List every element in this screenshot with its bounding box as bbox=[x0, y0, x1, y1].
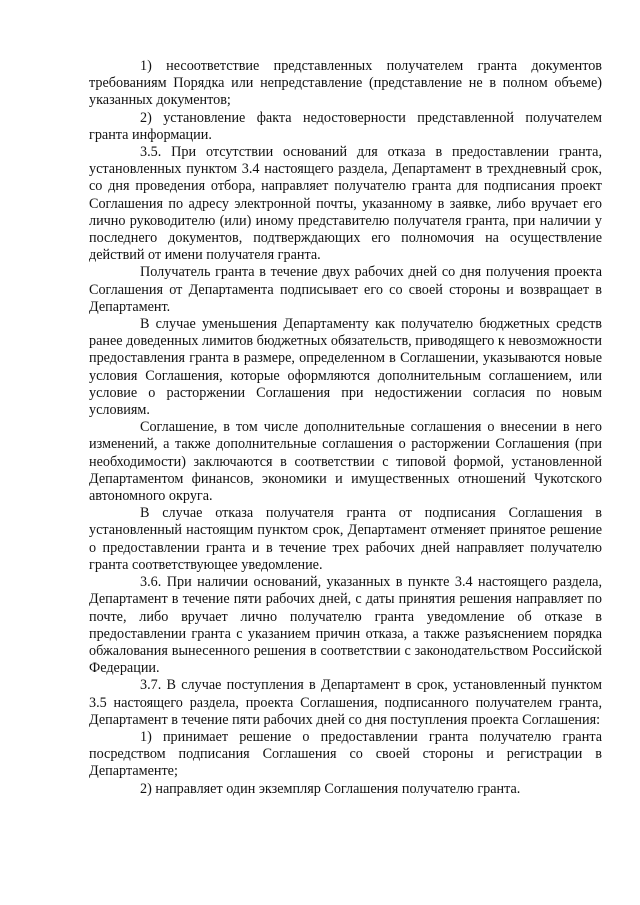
paragraph-refusal-to-sign: В случае отказа получателя гранта от подписания Соглашения в установленный настоящим пунктом срок, Департамент отменяет принятое решение о предоставлении гранта и в течение трех рабочих дней направляет получателю гранта соответствующее уведомление. bbox=[89, 505, 602, 573]
document-page bbox=[89, 58, 602, 798]
paragraph-3-7-item-2: 2) направляет один экземпляр Соглашения получателю гранта. bbox=[140, 780, 521, 797]
paragraph-criterion-2: 2) установление факта недостоверности представленной получателем гранта информации. bbox=[89, 109, 602, 143]
paragraph-3-7-item-1: 1) принимает решение о предоставлении гранта получателю гранта посредством подписания Соглашения со своей стороны и регистрации в Департаменте; bbox=[89, 728, 602, 780]
paragraph-grant-recipient-signing: Получатель гранта в течение двух рабочих дней со дня получения проекта Соглашения от Департамента подписывает его со своей стороны и возвращает в Департамент. bbox=[89, 264, 602, 315]
paragraph-3-5: 3.5. При отсутствии оснований для отказа в предоставлении гранта, установленных пунктом 3.4 настоящего раздела, Департамент в трехдневный срок, со дня проведения отбора, направляет получателю гранта для подписания проект Соглашения по адресу электронной почты, указанному в заявке, либо вручает его лично руководителю (или) иному представителю получателя гранта, при наличии у последнего документов, подтверждающих его полномочия на осуществление действий от имени получателя гранта. bbox=[89, 144, 602, 264]
paragraph-agreement-form: Соглашение, в том числе дополнительные соглашения о внесении в него изменений, а также дополнительные соглашения о расторжении Соглашения (при необходимости) заключаются в соответствии с типовой формой, установленной Департаментом финансов, экономики и имущественных отношений Чукотского автономного округа. bbox=[89, 419, 602, 505]
paragraph-3-7: 3.7. В случае поступления в Департамент в срок, установленный пунктом 3.5 настоящего раздела, проекта Соглашения, подписанного получателем гранта, Департамент в течение пяти рабочих дней со дня поступления проекта Соглашения: bbox=[89, 677, 602, 728]
paragraph-budget-reduction: В случае уменьшения Департаменту как получателю бюджетных средств ранее доведенных лимитов бюджетных обязательств, приводящего к невозможности предоставления гранта в размере, определенном в Соглашении, указываются новые условия Соглашения, которые оформляются дополнительным соглашением, или условие о расторжении Соглашения при недостижении согласия по новым условиям. bbox=[89, 316, 602, 419]
paragraph-3-6: 3.6. При наличии оснований, указанных в пункте 3.4 настоящего раздела, Департамент в течение пяти рабочих дней, с даты принятия решения направляет по почте, либо вручает лично получателю гранта уведомление об отказе в предоставлении гранта с указанием причин отказа, а также разъяснением порядка обжалования вынесенного решения в соответствии с законодательством Российской Федерации. bbox=[89, 574, 602, 677]
paragraph-criterion-1: 1) несоответствие представленных получателем гранта документов требованиям Порядка или непредставление (представление не в полном объеме) указанных документов; bbox=[89, 58, 602, 109]
